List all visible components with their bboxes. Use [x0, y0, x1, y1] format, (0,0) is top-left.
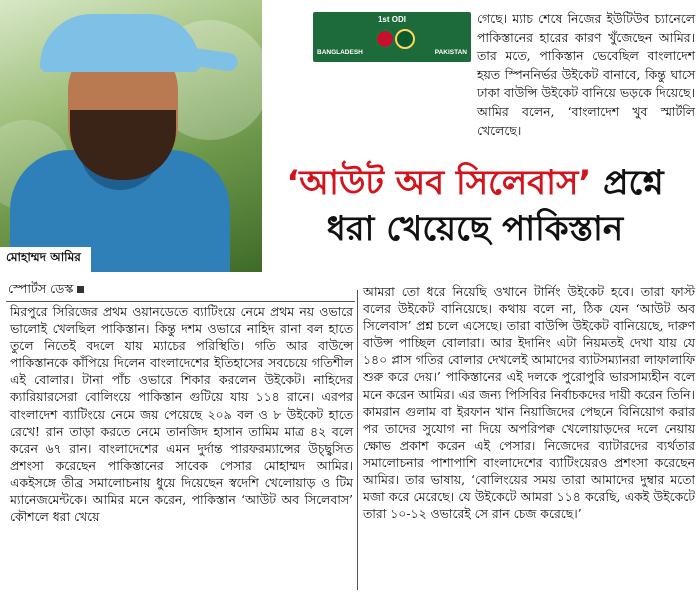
banner-team-right: PAKISTAN [434, 49, 467, 56]
top-column-text: গেছে। ম্যাচ শেষে নিজের ইউটিউব চ্যানেলে পাকিস্তানের হারের কারণ খুঁজেছেন আমির। তার মতে, পাকিস্তান ভেবেছিল বাংলাদেশ হয়ত স্পিননির্ভর উইকেট বানাবে, কিন্তু ঘাসে ঢাকা বাউন্সি উইকেট বানিয়ে ভড়কে দিয়েছে। আমির বলেন, ‘বাংলাদেশ খুব স্মার্টলি খেলেছে। [477, 11, 695, 138]
pakistan-crest-icon [395, 29, 415, 49]
headline [250, 160, 700, 252]
headline-rest: প্রশ্নে [591, 163, 664, 203]
right-column-text: আমরা তো ধরে নিয়েছি ওখানে টার্নিং উইকেট হবে। তারা ফাস্ট বলের উইকেট বানিয়েছে। কথায় বলে না, ঠিক যেন ‘আউট অব সিলেবাস’ প্রশ্ন চলে এসেছে। তারা বাউন্সি উইকেট বানিয়েছে, দারুণ বাউন্স পাচ্ছিল বোলারা। আর ইদানিং এটা নিয়মতই দেখা যায় যে ১৪০ প্লাস গতির বোলার দেখলেই আমাদের ব্যাটসম্যানরা লাফালাফি শুরু করে দেয়।’ পাকিস্তানের এই দলকে পুরোপুরি ভারসাম্যহীন বলে মনে করেন আমির। এর জন্য পিসিবির নির্বাচকদের দায়ী করেন তিনি। কামরান গুলাম বা ইরফান খান নিয়াজিদের পেছনে বিনিয়োগ করার পর তাদের সুযোগ না দিয়ে অপরিপক্ব খেলোয়াড়দের দলে নেয়ায় ক্ষোভ প্রকাশ করেন এই পেসার। নিজেদের ব্যাটারদের ব্যর্থতার সমালোচনার পাশাপাশি বাংলাদেশের ব্যাটিংয়েরও প্রশংসা করেছেন আমির। তার ভাষায়, ‘বোলিংয়ের সময় তারা আমাদের দুম্বার মতো মজা করে মেরেছে। যে উইকেটে আমরা ১১৪ করেছি, একই উইকেটে তারা ১০-১২ ওভারেই সে রান চেজ করেছে।’ [363, 284, 695, 522]
dateline [8, 281, 84, 301]
left-column [10, 303, 353, 525]
photo-caption: মোহাম্মদ আমির [0, 247, 91, 272]
headline-line2: ধরা খেয়েছে পাকিস্তান [326, 209, 624, 249]
banner-odi-label: 1st ODI [377, 15, 406, 24]
right-column [363, 283, 695, 522]
odi-banner [313, 12, 471, 62]
headline-quoted: আউট অব সিলেবাস [299, 163, 579, 203]
banner-team-left: BANGLADESH [317, 49, 363, 56]
column-divider [357, 290, 358, 590]
left-column-text: মিরপুরে সিরিজের প্রথম ওয়ানডেতে ব্যাটিংয়ে নেমে প্রথম নয় ওভারে ভালোই খেলছিল পাকিস্তান। কিন্তু দশম ওভারে নাহিদ রানা বল হাতে তুলে নিতেই বদলে যায় ম্যাচের পরিস্থিতি। গতি আর বাউন্সে পাকিস্তানকে কাঁপিয়ে দিলেন বাংলাদেশের ইতিহাসের সবচেয়ে গতিশীল এই বোলার। টানা পাঁচ ওভারে শিকার করলেন উইকেট। নাহিদের ক্যারিয়ারসেরা বোলিংয়ে পাকিস্তান গুটিয়ে যায় ১১৪ রানে। এরপর বাংলাদেশ ব্যাটিংয়ে নেমে জয় পেয়েছে ২০৯ বল ও ৮ উইকেট হাতে রেখে! রান তাড়া করতে নেমে তানজিদ হাসান তামিম মাত্র ৪২ বলে করেন ৬৭ রান। বাংলাদেশের এমন দুর্দান্ত পারফরম্যান্সের উচ্ছ্বসিত প্রশংসা করেছেন পাকিস্তানের সাবেক পেসার মোহাম্মদ আমির। একইসঙ্গে তীব্র সমালোচনায় ধুয়ে দিয়েছেন স্বদেশি খেলোয়াড় ও টিম ম্যানেজমেন্টকে। আমির মনে করেন, পাকিস্তান ‘আউট অব সিলেবাস’ কৌশলে ধরা খেয়ে [10, 304, 353, 525]
square-icon [77, 286, 84, 293]
bangladesh-crest-icon [375, 29, 395, 49]
headline-quote-open: ‘ [286, 163, 300, 203]
divider [6, 301, 355, 302]
dateline-text: স্পোর্টস ডেস্ক [8, 281, 74, 296]
headline-quote-close: ’ [578, 163, 592, 203]
player-photo [0, 0, 262, 272]
